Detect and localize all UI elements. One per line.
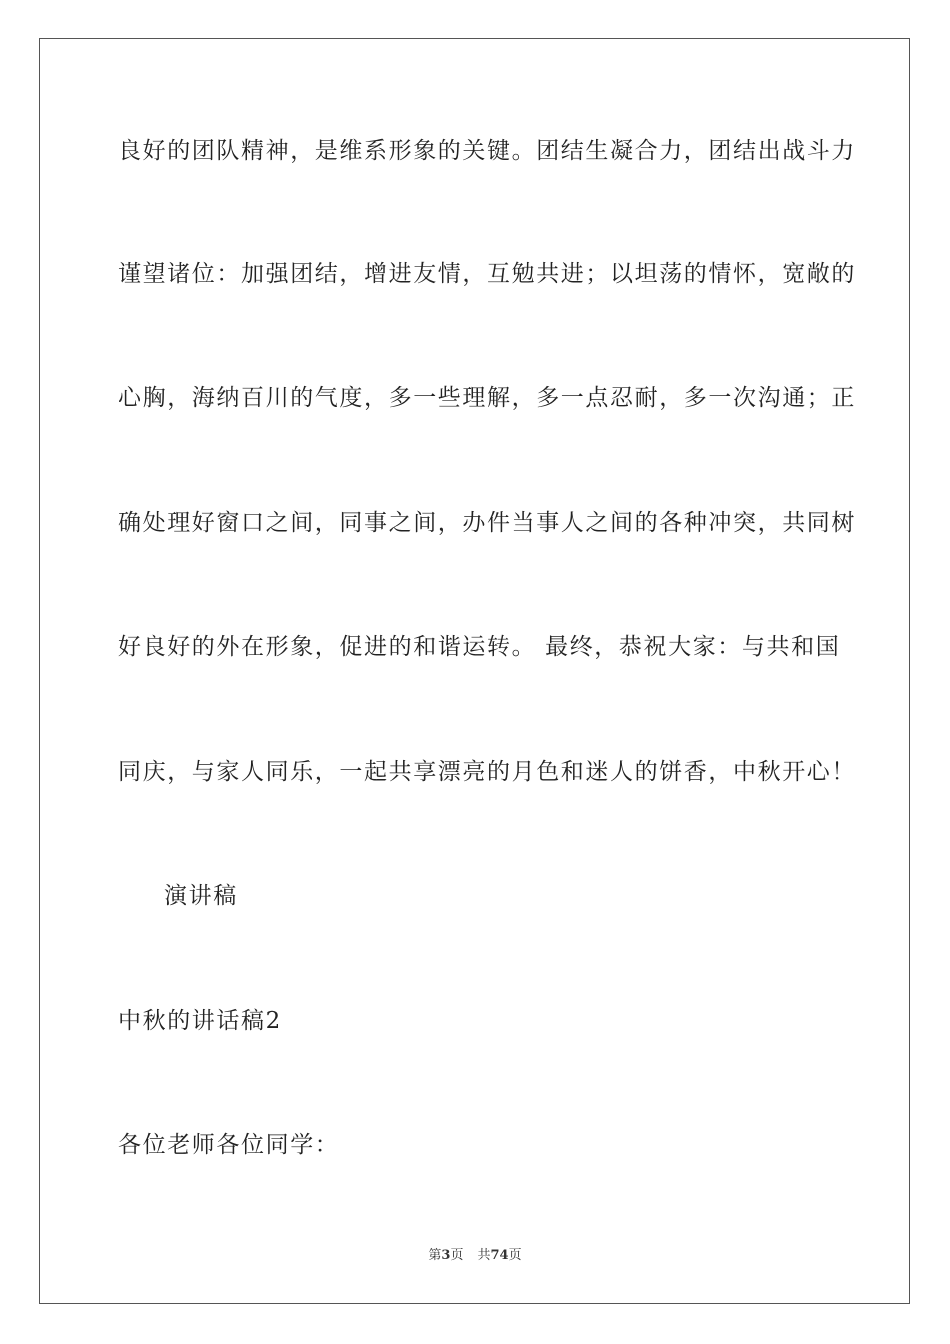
page-suffix: 页 xyxy=(450,1248,464,1263)
body-line-3: 心胸，海纳百川的气度，多一些理解，多一点忍耐，多一次沟通；正 xyxy=(118,385,856,411)
body-line-5: 好良好的外在形象，促进的和谐运转。 最终，恭祝大家：与共和国 xyxy=(118,634,841,660)
total-suffix: 页 xyxy=(508,1248,522,1263)
body-line-4: 确处理好窗口之间，同事之间，办件当事人之间的各种冲突，共同树 xyxy=(118,510,856,536)
page-number: 3 xyxy=(441,1248,451,1263)
body-line-2: 谨望诸位：加强团结，增进友情，互勉共进；以坦荡的情怀，宽敞的 xyxy=(118,261,856,287)
page-prefix: 第 xyxy=(428,1248,442,1263)
salutation-line: 各位老师各位同学： xyxy=(118,1132,340,1158)
page-footer xyxy=(0,1247,950,1265)
total-prefix: 共 xyxy=(477,1248,491,1263)
page-border xyxy=(39,38,910,1304)
body-line-1: 良好的团队精神，是维系形象的关键。团结生凝合力，团结出战斗力 xyxy=(118,138,856,164)
section-label: 演讲稿 xyxy=(164,883,238,909)
section-heading: 中秋的讲话稿2 xyxy=(118,1008,282,1034)
total-pages: 74 xyxy=(490,1248,509,1263)
body-line-6: 同庆，与家人同乐，一起共享漂亮的月色和迷人的饼香，中秋开心！ xyxy=(118,759,856,785)
